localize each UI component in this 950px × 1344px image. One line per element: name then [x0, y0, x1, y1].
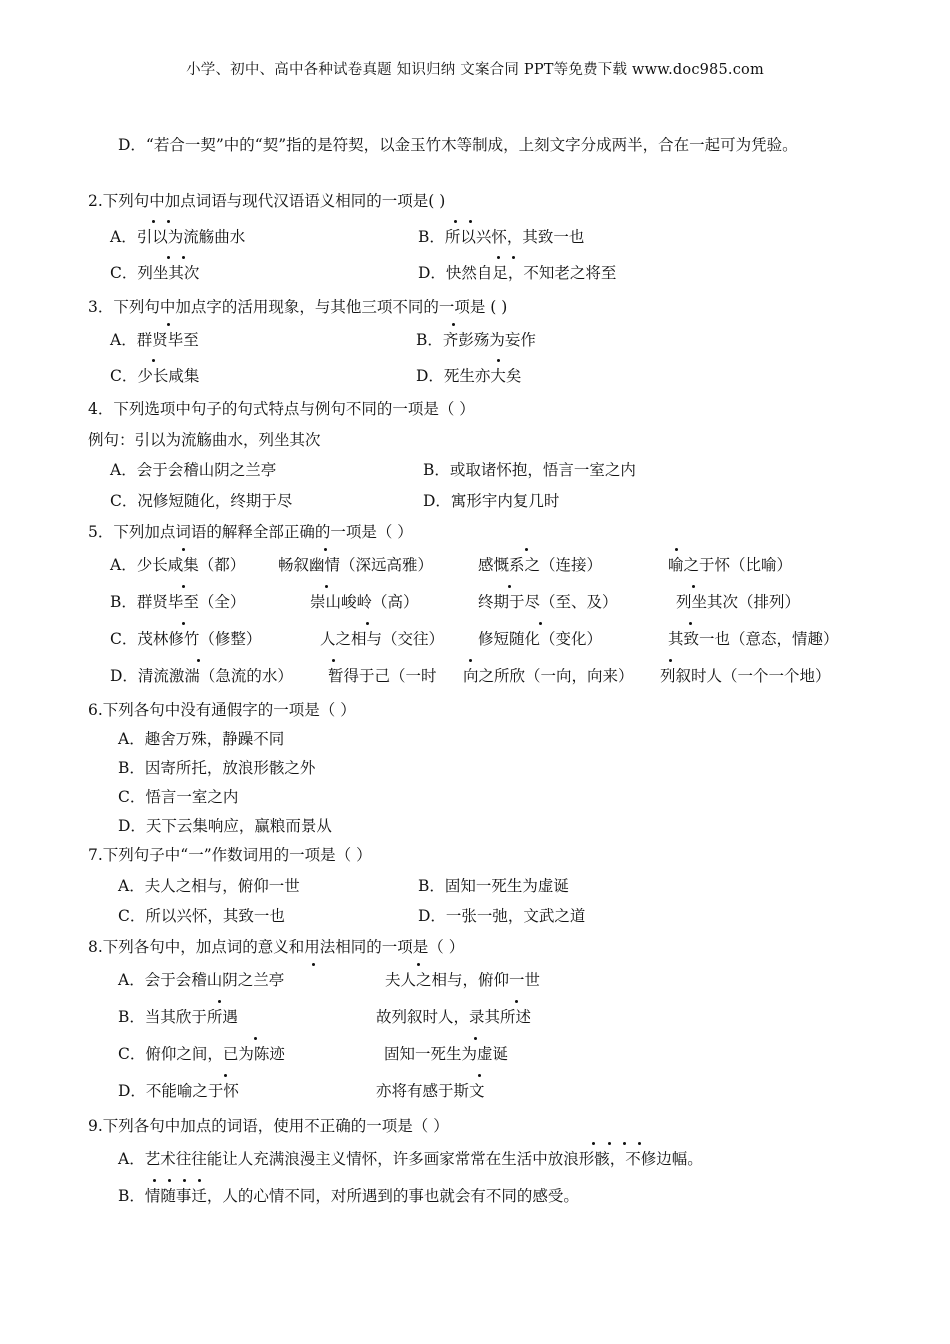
emphasis-dot — [167, 323, 170, 326]
emphasis-dot — [182, 622, 185, 625]
q8-c-right: 固知一死生为虚诞 — [384, 1045, 509, 1063]
q5-a-item-3: 感慨系之（连接） — [478, 556, 603, 574]
q8-a-right: 夫人之相与，俯仰一世 — [385, 971, 541, 989]
q9-option-b: B．情随事迁，人的心情不同，对所遇到的事也就会有不同的感受。 — [118, 1187, 579, 1205]
emphasis-dot — [692, 585, 695, 588]
emphasis-dot — [182, 256, 185, 259]
q8-d-right: 亦将有感于斯文 — [376, 1082, 485, 1100]
q7-stem: 7.下列句子中“一”作数词用的一项是（ ） — [88, 846, 372, 864]
q8-a-left: A．会于会稽山阴之兰亭 — [118, 971, 285, 989]
emphasis-dot — [152, 220, 155, 223]
q5-a-item-4: 喻之于怀（比喻） — [668, 556, 793, 574]
q8-d-left: D．不能喻之于怀 — [118, 1082, 239, 1100]
q4-stem: 4．下列选项中句子的句式特点与例句不同的一项是（ ） — [88, 400, 475, 418]
q2-option-b: B．所以兴怀，其致一也 — [418, 228, 585, 246]
emphasis-dot — [254, 1037, 257, 1040]
q4-option-c: C．况修短随化，终期于尽 — [110, 492, 293, 510]
emphasis-dot — [312, 963, 315, 966]
emphasis-dot — [669, 659, 672, 662]
emphasis-dot — [497, 359, 500, 362]
q5-a-item-2: 畅叙幽情（深远高雅） — [278, 556, 434, 574]
q9-stem: 9.下列各句中加点的词语，使用不正确的一项是（ ） — [88, 1117, 449, 1135]
emphasis-dot — [366, 622, 369, 625]
emphasis-dot — [478, 1074, 481, 1077]
emphasis-dot — [638, 1142, 641, 1145]
emphasis-dot — [168, 1179, 171, 1182]
q5-d-item-4: 列叙时人（一个一个地） — [660, 667, 831, 685]
q1-option-d: D．“若合一契”中的“契”指的是符契，以金玉竹木等制成，上刻文字分成两半，合在一起可为凭验。 — [118, 136, 798, 154]
q5-b-item-2: 崇山峻岭（高） — [310, 593, 419, 611]
q8-b-left: B．当其欣于所遇 — [118, 1008, 238, 1026]
q2-option-a: A．引以为流觞曲水 — [110, 228, 246, 246]
q8-b-right: 故列叙时人，录其所述 — [376, 1008, 532, 1026]
q5-d-item-1: D．清流激湍（急流的水） — [110, 667, 293, 685]
emphasis-dot — [525, 548, 528, 551]
emphasis-dot — [332, 659, 335, 662]
q7-option-a: A．夫人之相与，俯仰一世 — [118, 877, 300, 895]
emphasis-dot — [197, 659, 200, 662]
emphasis-dot — [474, 1037, 477, 1040]
emphasis-dot — [608, 1142, 611, 1145]
emphasis-dot — [198, 1179, 201, 1182]
q6-option-c: C．悟言一室之内 — [118, 788, 239, 806]
q9-option-a: A．艺术往往能让人充满浪漫主义情怀，许多画家常常在生活中放浪形骸，不修边幅。 — [118, 1150, 703, 1168]
q4-option-d: D．寓形宇内复几时 — [423, 492, 560, 510]
q4-example: 例句：引以为流觞曲水，列坐其次 — [88, 431, 321, 449]
emphasis-dot — [417, 963, 420, 966]
q4-option-a: A．会于会稽山阴之兰亭 — [110, 461, 277, 479]
q6-stem: 6.下列各句中没有通假字的一项是（ ） — [88, 701, 356, 719]
q6-option-a: A．趣舍万殊，静躁不同 — [118, 730, 285, 748]
emphasis-dot — [497, 256, 500, 259]
emphasis-dot — [218, 1000, 221, 1003]
q5-d-item-3: 向之所欣（一向，向来） — [463, 667, 634, 685]
emphasis-dot — [182, 548, 185, 551]
emphasis-dot — [689, 622, 692, 625]
q5-c-item-4: 其致一也（意态，情趣） — [668, 630, 839, 648]
q5-b-item-1: B．群贤毕至（全） — [110, 593, 246, 611]
q8-c-left: C．俯仰之间，已为陈迹 — [118, 1045, 285, 1063]
q5-b-item-4: 列坐其次（排列） — [676, 593, 801, 611]
q2-option-d: D．快然自足，不知老之将至 — [418, 264, 617, 282]
emphasis-dot — [623, 1142, 626, 1145]
q3-option-b: B．齐彭殇为妄作 — [416, 331, 536, 349]
emphasis-dot — [508, 585, 511, 588]
emphasis-dot — [153, 1179, 156, 1182]
q5-stem: 5．下列加点词语的解释全部正确的一项是（ ） — [88, 523, 413, 541]
emphasis-dot — [325, 585, 328, 588]
q4-option-b: B．或取诸怀抱，悟言一室之内 — [423, 461, 636, 479]
emphasis-dot — [152, 359, 155, 362]
emphasis-dot — [469, 659, 472, 662]
emphasis-dot — [324, 548, 327, 551]
emphasis-dot — [182, 585, 185, 588]
q5-a-item-1: A．少长咸集（都） — [110, 556, 246, 574]
q6-option-b: B．因寄所托，放浪形骸之外 — [118, 759, 316, 777]
emphasis-dot — [512, 256, 515, 259]
emphasis-dot — [454, 220, 457, 223]
emphasis-dot — [675, 548, 678, 551]
q5-b-item-3: 终期于尽（至、及） — [478, 593, 618, 611]
page-header: 小学、初中、高中各种试卷真题 知识归纳 文案合同 PPT等免费下载 www.doc985.com — [186, 62, 764, 78]
emphasis-dot — [183, 1179, 186, 1182]
emphasis-dot — [167, 220, 170, 223]
q5-c-item-3: 修短随化（变化） — [478, 630, 603, 648]
q7-option-d: D．一张一弛，文武之道 — [418, 907, 586, 925]
emphasis-dot — [592, 1142, 595, 1145]
emphasis-dot — [167, 256, 170, 259]
q5-c-item-2: 人之相与（交往） — [320, 630, 445, 648]
q2-option-c: C．列坐其次 — [110, 264, 200, 282]
q3-stem: 3．下列句中加点字的活用现象，与其他三项不同的一项是 ( ) — [88, 298, 508, 316]
q6-option-d: D．天下云集响应，赢粮而景从 — [118, 817, 332, 835]
q7-option-c: C．所以兴怀，其致一也 — [118, 907, 285, 925]
emphasis-dot — [224, 1074, 227, 1077]
q2-stem: 2.下列句中加点词语与现代汉语语义相同的一项是( ) — [88, 192, 446, 210]
q5-d-item-2: 暂得于己（一时 — [328, 667, 437, 685]
q8-stem: 8.下列各句中，加点词的意义和用法相同的一项是（ ） — [88, 938, 465, 956]
emphasis-dot — [469, 220, 472, 223]
q3-option-c: C．少长咸集 — [110, 367, 200, 385]
q7-option-b: B．固知一死生为虚诞 — [418, 877, 569, 895]
q3-option-d: D．死生亦大矣 — [416, 367, 522, 385]
q3-option-a: A．群贤毕至 — [110, 331, 199, 349]
emphasis-dot — [515, 1000, 518, 1003]
q5-c-item-1: C．茂林修竹（修整） — [110, 630, 262, 648]
emphasis-dot — [539, 622, 542, 625]
emphasis-dot — [452, 323, 455, 326]
